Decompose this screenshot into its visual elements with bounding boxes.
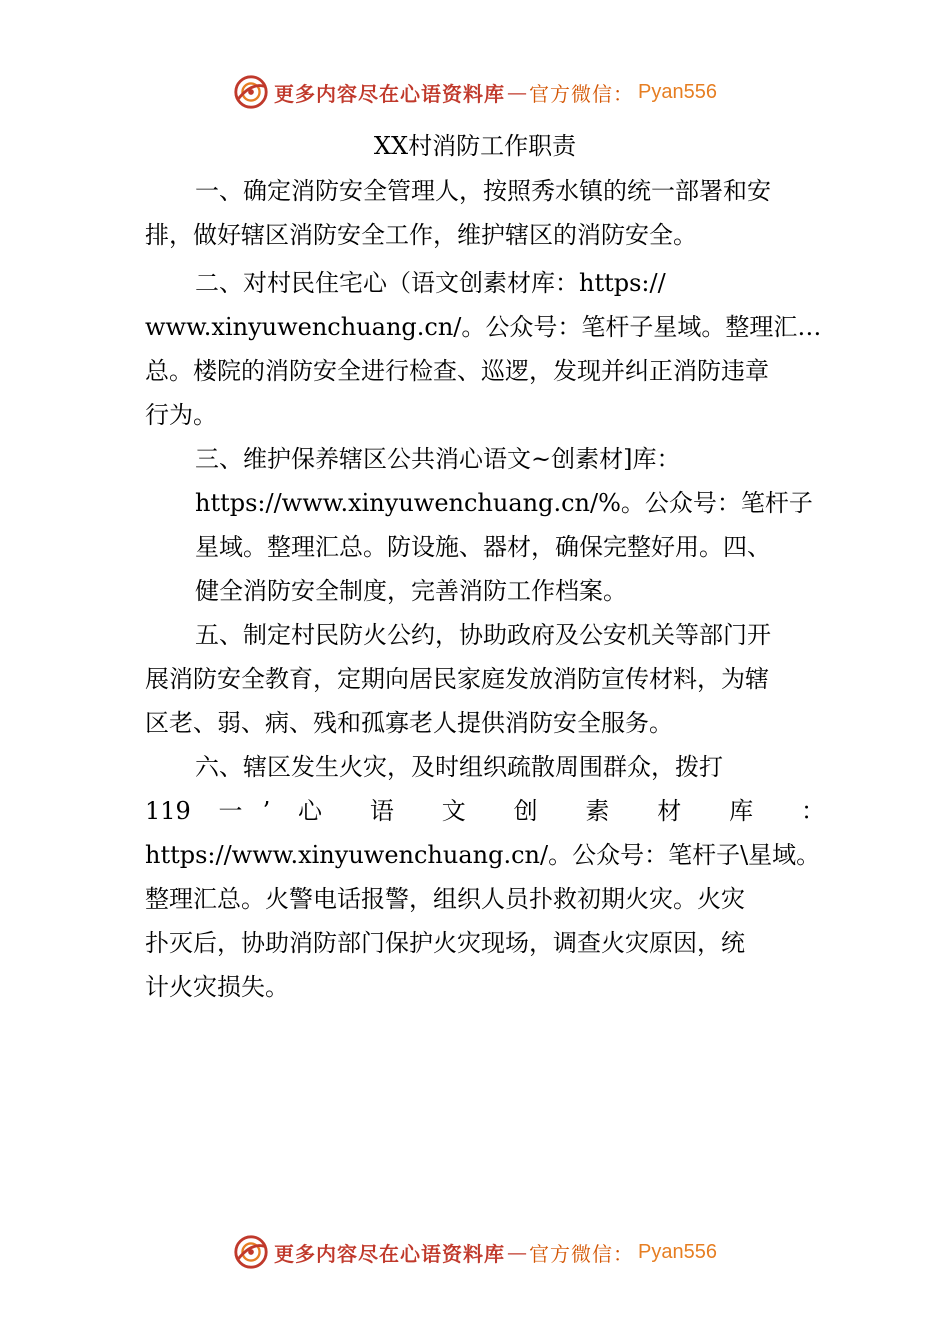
banner-label: 官方微信： (529, 81, 634, 106)
body-line: 总。楼院的消防安全进行检查、巡逻，发现并纠正消防违章 (145, 357, 769, 385)
banner-brand-text: 更多内容尽在心语资料库 (274, 81, 505, 106)
brand-logo-icon (232, 1233, 270, 1271)
body-line: https://www.xinyuwenchuang.cn/%。公众号：笔杆子 (195, 489, 813, 517)
body-line: 119 一’ 心 语 文 创 素 材 库 ： (145, 797, 825, 825)
banner-label: 官方微信： (529, 1241, 634, 1266)
body-line: 排，做好辖区消防安全工作，维护辖区的消防安全。 (145, 221, 697, 249)
body-line: 健全消防安全制度，完善消防工作档案。 (195, 577, 627, 605)
body-line: 星域。整理汇总。防设施、器材，确保完整好用。四、 (195, 533, 771, 561)
banner-separator: — (507, 80, 527, 104)
body-line: 展消防安全教育，定期向居民家庭发放消防宣传材料，为辖 (145, 665, 769, 693)
header-banner (232, 72, 717, 112)
body-line: www.xinyuwenchuang.cn/。公众号：笔杆子星域。整理汇… (145, 313, 822, 341)
body-line: 计火灾损失。 (145, 973, 289, 1001)
body-line: https://www.xinyuwenchuang.cn/。公众号：笔杆子\星域。 (145, 841, 821, 869)
banner-wechat-id: Pyan556 (638, 80, 717, 103)
document-title: XX村消防工作职责 (373, 132, 577, 160)
body-line: 五、制定村民防火公约，协助政府及公安机关等部门开 (195, 621, 771, 649)
body-line: 整理汇总。火警电话报警，组织人员扑救初期火灾。火灾 (145, 885, 745, 913)
body-line: 二、对村民住宅心（语文创素材库：https:// (195, 269, 666, 297)
body-line: 六、辖区发生火灾，及时组织疏散周围群众，拨打 (195, 753, 723, 781)
body-line: 扑灭后，协助消防部门保护火灾现场，调查火灾原因，统 (145, 929, 745, 957)
footer-banner (232, 1232, 717, 1272)
body-line: 区老、弱、病、残和孤寡老人提供消防安全服务。 (145, 709, 673, 737)
body-line: 行为。 (145, 401, 217, 429)
body-line: 一、确定消防安全管理人，按照秀水镇的统一部署和安 (195, 177, 771, 205)
banner-brand-text: 更多内容尽在心语资料库 (274, 1241, 505, 1266)
brand-logo-icon (232, 73, 270, 111)
banner-wechat-id: Pyan556 (638, 1240, 717, 1263)
banner-separator: — (507, 1240, 527, 1264)
body-line: 三、维护保养辖区公共消心语文~创素材]库： (195, 445, 681, 473)
